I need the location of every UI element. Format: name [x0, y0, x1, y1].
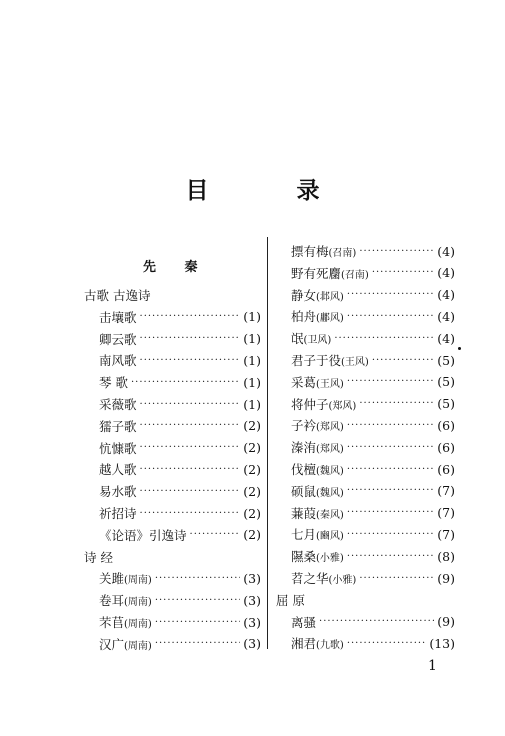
entry-source-note: (郑风) — [316, 444, 344, 456]
dot-leader — [140, 311, 241, 322]
section-label: 屈 原 — [276, 592, 305, 608]
dot-leader — [319, 616, 434, 627]
entry-title-text: 击壤歌 — [99, 309, 137, 325]
entry-title — [291, 351, 369, 369]
entry-title — [99, 395, 137, 413]
toc-entry — [99, 591, 261, 609]
entry-source-note: (郑风) — [316, 422, 344, 434]
toc-entry — [99, 308, 261, 326]
entry-title-text: 隰桑 — [291, 549, 317, 565]
entry-title — [291, 525, 344, 543]
toc-entry — [99, 635, 261, 653]
entry-title — [291, 286, 344, 304]
entry-title — [291, 264, 369, 282]
entry-page: (7) — [437, 483, 455, 499]
dot-leader — [359, 398, 434, 409]
entry-title-text: 祈招诗 — [99, 506, 137, 521]
entry-page: (4) — [437, 330, 455, 346]
entry-title — [99, 591, 152, 609]
entry-source-note: (周南) — [124, 640, 152, 652]
entry-source-note: (小雅) — [328, 575, 357, 586]
entry-source-note: (卫风) — [303, 335, 332, 347]
dot-leader — [347, 507, 434, 518]
entry-source-note: (周南) — [124, 619, 152, 630]
entry-page: (3) — [243, 636, 261, 652]
entry-title-text: 子衿 — [291, 418, 317, 434]
entry-title — [99, 504, 137, 522]
entry-title — [291, 242, 356, 260]
entry-page: (2) — [243, 461, 261, 477]
toc-entry — [291, 634, 455, 652]
entry-title — [291, 460, 344, 478]
toc-entry — [291, 307, 455, 325]
toc-entry — [291, 395, 455, 413]
toc-entry — [99, 613, 261, 631]
entry-title-text: 伐檀 — [291, 462, 317, 477]
entry-title-text: 溱洧 — [291, 440, 317, 456]
dot-leader — [347, 485, 434, 496]
toc-entry — [291, 613, 455, 631]
entry-title-text: 汉广 — [99, 636, 125, 652]
entry-source-note: (小雅) — [316, 553, 344, 565]
stray-dot — [458, 347, 461, 350]
dot-leader — [347, 442, 434, 453]
entry-page: (6) — [437, 461, 455, 477]
dot-leader — [140, 508, 241, 519]
section-label: 古歌 古逸诗 — [84, 288, 151, 303]
dot-leader — [155, 638, 240, 649]
toc-entry — [99, 351, 261, 369]
toc-entry — [99, 504, 261, 522]
dot-leader — [140, 333, 241, 344]
entry-title — [99, 526, 187, 544]
entry-title — [291, 416, 344, 434]
entry-title-text: 琴 歌 — [99, 375, 128, 391]
entry-page: (4) — [437, 287, 455, 303]
dot-leader — [140, 486, 241, 497]
entry-page: (2) — [243, 483, 261, 499]
entry-title-text: 七月 — [291, 527, 317, 543]
toc-entry — [291, 569, 455, 587]
entry-page: (4) — [437, 243, 455, 259]
entry-page: (7) — [437, 505, 455, 521]
dot-leader — [131, 377, 240, 388]
dot-leader — [155, 573, 240, 584]
entry-page: (1) — [243, 331, 261, 347]
entry-title-text: 卷耳 — [99, 593, 125, 609]
entry-page: (5) — [437, 374, 455, 390]
entry-page: (3) — [243, 592, 261, 608]
dot-leader — [347, 376, 434, 387]
entry-page: (1) — [243, 352, 261, 368]
entry-title — [291, 613, 316, 631]
entry-page: (4) — [437, 308, 455, 324]
section-label: 诗 经 — [84, 549, 113, 565]
entry-source-note: (魏风) — [316, 487, 344, 499]
toc-entry — [291, 460, 455, 478]
dot-leader — [347, 289, 434, 300]
dot-leader — [140, 442, 241, 453]
entry-title-text: 易水歌 — [99, 484, 137, 500]
toc-entry — [99, 373, 261, 391]
entry-page: (3) — [243, 570, 261, 586]
entry-page: (5) — [437, 352, 455, 368]
dot-leader — [347, 311, 434, 322]
entry-title-text: 柏舟 — [291, 309, 317, 325]
entry-title — [99, 308, 137, 326]
entry-source-note: (魏风) — [316, 466, 344, 477]
entry-page: (3) — [243, 614, 261, 630]
entry-title-text: 卿云歌 — [99, 331, 137, 347]
entry-title-text: 野有死麕 — [291, 265, 342, 281]
entry-title-text: 忼慷歌 — [99, 440, 137, 456]
dot-leader — [372, 267, 434, 278]
toc-entry — [99, 439, 261, 457]
entry-title — [291, 482, 344, 500]
toc-entry — [291, 373, 455, 391]
entry-title-text: 芣苢 — [99, 615, 125, 630]
toc-entry — [99, 569, 261, 587]
toc-entry — [99, 482, 261, 500]
dot-leader — [140, 464, 241, 475]
entry-page: (5) — [437, 396, 455, 412]
dot-leader — [347, 420, 434, 431]
dot-leader — [155, 617, 240, 628]
entry-title — [291, 547, 344, 565]
entry-page: (6) — [437, 417, 455, 433]
entry-source-note: (秦风) — [316, 509, 344, 521]
dot-leader — [347, 551, 434, 562]
entry-title-text: 蒹葭 — [291, 505, 317, 521]
entry-title-text: 采薇歌 — [99, 397, 137, 412]
entry-source-note: (郑风) — [328, 400, 357, 412]
entry-page: (9) — [437, 614, 455, 630]
entry-source-note: (召南) — [328, 248, 357, 259]
toc-entry — [291, 242, 455, 260]
dot-leader — [372, 355, 434, 366]
entry-page: (8) — [437, 548, 455, 564]
toc-entry — [291, 504, 455, 522]
dot-leader — [347, 464, 434, 475]
entry-title — [291, 329, 331, 347]
entry-title — [99, 635, 152, 653]
entry-title — [291, 395, 356, 413]
entry-page: (1) — [243, 374, 261, 390]
entry-page: (1) — [243, 309, 261, 325]
entry-title-text: 将仲子 — [291, 396, 329, 412]
entry-title — [99, 417, 137, 435]
entry-title-text: 硕鼠 — [291, 483, 317, 499]
entry-title-text: 静女 — [291, 287, 317, 303]
entry-title-text: 摽有梅 — [291, 244, 329, 259]
entry-page: (13) — [429, 635, 455, 651]
entry-title — [291, 634, 344, 652]
toc-entry — [99, 526, 261, 544]
entry-title-text: 关雎 — [99, 571, 125, 587]
entry-source-note: (邶风) — [316, 291, 344, 303]
toc-entry — [291, 547, 455, 565]
toc-entry — [291, 438, 455, 456]
entry-title — [99, 569, 152, 587]
entry-title — [99, 482, 137, 500]
entry-title — [99, 613, 152, 631]
entry-title-text: 《论语》引逸诗 — [99, 527, 187, 543]
entry-title — [291, 504, 344, 522]
dot-leader — [155, 595, 240, 606]
dot-leader — [347, 529, 434, 540]
dot-leader — [334, 333, 434, 344]
entry-title — [99, 330, 137, 348]
toc-entry — [291, 525, 455, 543]
page-number: 1 — [428, 658, 437, 674]
dot-leader — [190, 529, 241, 540]
toc-entry — [99, 395, 261, 413]
toc-entry — [291, 264, 455, 282]
entry-title — [99, 439, 137, 457]
dot-leader — [140, 355, 241, 366]
entry-page: (2) — [243, 527, 261, 543]
entry-title — [99, 351, 137, 369]
entry-source-note: (鄘风) — [316, 313, 344, 325]
entry-page: (4) — [437, 265, 455, 281]
entry-source-note: (王风) — [316, 378, 344, 390]
entry-title-text: 苕之华 — [291, 571, 329, 586]
entry-page: (7) — [437, 526, 455, 542]
dot-leader — [140, 420, 241, 431]
entry-title-text: 采葛 — [291, 374, 317, 390]
toc-entry — [291, 482, 455, 500]
entry-page: (2) — [243, 505, 261, 521]
toc-entry — [291, 416, 455, 434]
entry-page: (2) — [243, 440, 261, 456]
entry-title — [99, 373, 128, 391]
page-title: 目 录 — [185, 178, 360, 204]
toc-entry — [291, 286, 455, 304]
entry-page: (6) — [437, 439, 455, 455]
dot-leader — [359, 573, 434, 584]
entry-title — [291, 307, 344, 325]
entry-page: (1) — [243, 396, 261, 412]
entry-source-note: (周南) — [124, 575, 152, 587]
toc-entry — [291, 329, 455, 347]
dot-leader — [359, 246, 434, 257]
dot-leader — [140, 399, 241, 410]
entry-source-note: (召南) — [341, 269, 369, 281]
entry-source-note: (王风) — [341, 357, 369, 368]
toc-entry — [291, 351, 455, 369]
entry-source-note: (周南) — [124, 597, 152, 609]
column-divider — [267, 237, 268, 649]
entry-page: (2) — [243, 418, 261, 434]
entry-source-note: (豳风) — [316, 531, 344, 543]
entry-title-text: 越人歌 — [99, 462, 137, 478]
entry-title — [291, 569, 356, 587]
entry-source-note: (九歌) — [316, 640, 344, 652]
entry-title-text: 君子于役 — [291, 353, 342, 368]
toc-entry — [99, 460, 261, 478]
toc-entry — [99, 330, 261, 348]
entry-title — [291, 373, 344, 391]
toc-entry — [99, 417, 261, 435]
dot-leader — [347, 638, 427, 649]
era-heading: 先 秦 — [143, 260, 210, 275]
entry-title — [291, 438, 344, 456]
entry-title-text: 南风歌 — [99, 353, 137, 369]
entry-title-text: 獳子歌 — [99, 418, 137, 434]
entry-title-text: 离骚 — [291, 614, 317, 630]
entry-title-text: 湘君 — [291, 636, 317, 652]
entry-page: (9) — [437, 570, 455, 586]
entry-title-text: 氓 — [291, 331, 304, 347]
entry-title — [99, 460, 137, 478]
